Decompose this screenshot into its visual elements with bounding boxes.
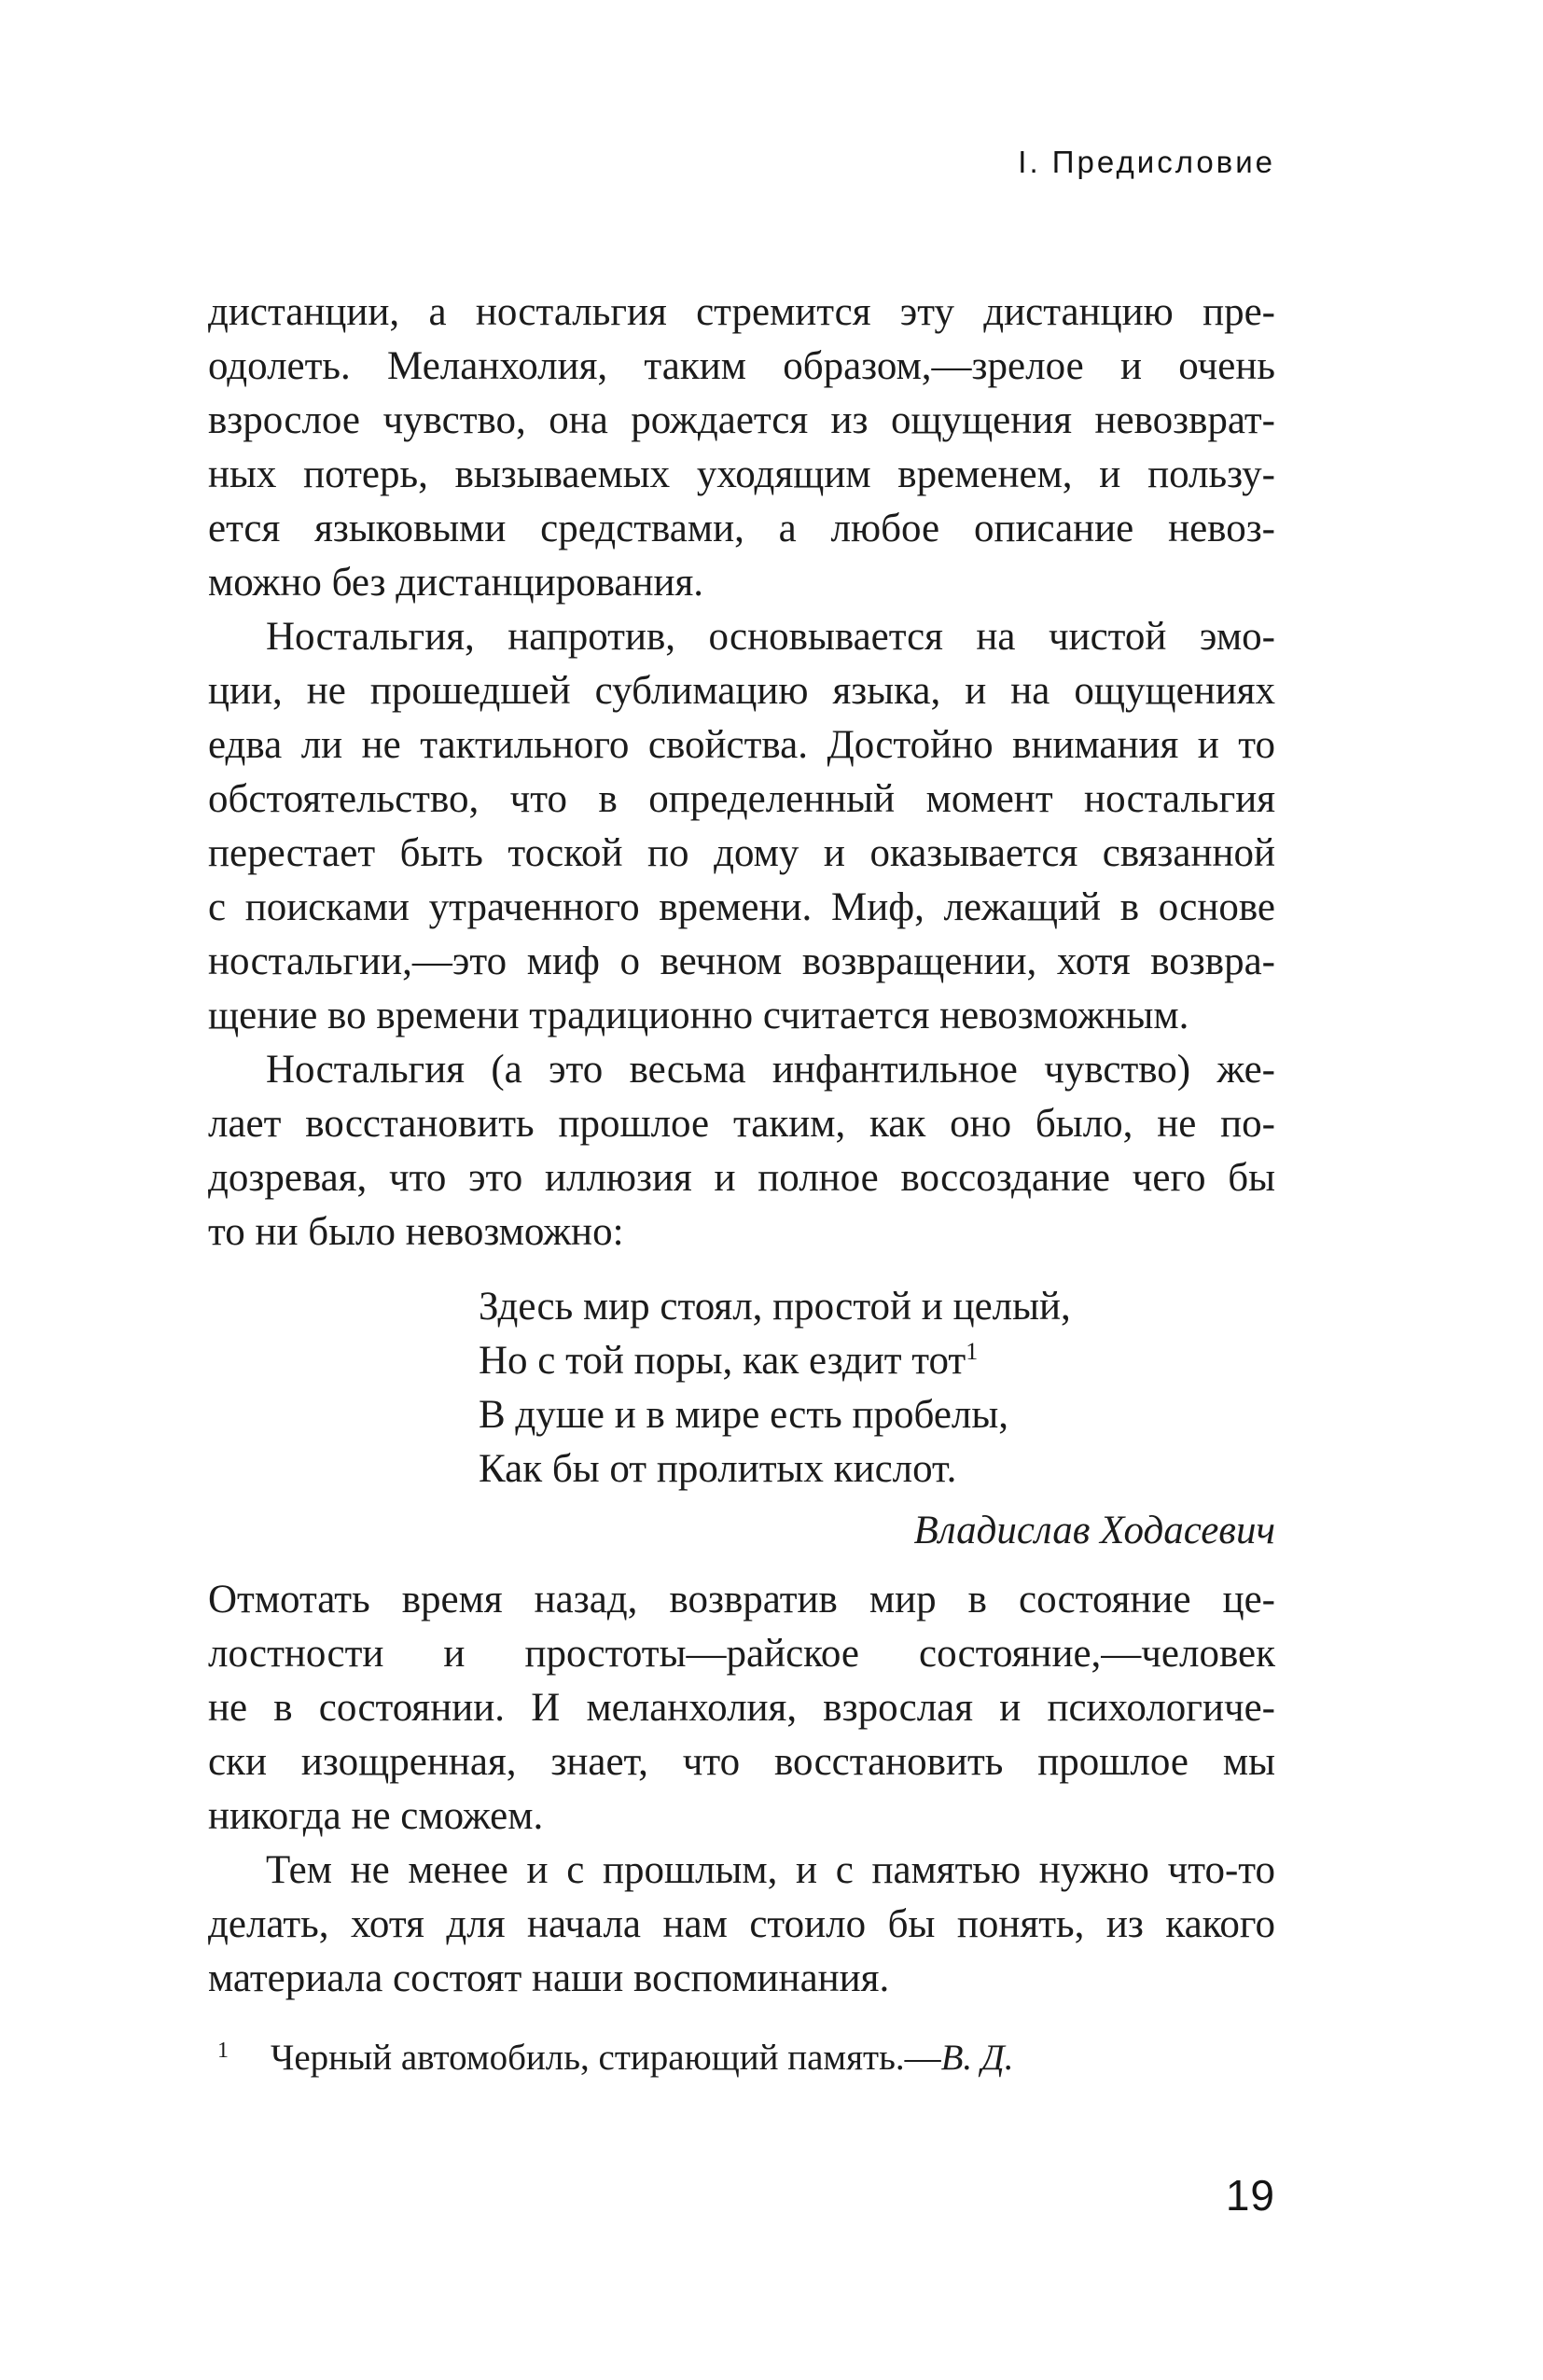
footnote-marker: 1 (217, 2039, 229, 2063)
text-line: ется языковыми средствами, а любое описание невоз- (208, 507, 1275, 550)
poem-attribution: Владислав Ходасевич (913, 1509, 1275, 1552)
text-line: обстоятельство, что в определенный момент ностальгия (208, 777, 1275, 821)
text-line: Тем не менее и с прошлым, и с памятью нужно что-то (266, 1848, 1275, 1892)
text-line: с поисками утраченного времени. Миф, лежащий в основе (208, 885, 1275, 929)
text-line: Ностальгия (а это весьма инфантильное чувство) же- (266, 1048, 1275, 1092)
page-number: 19 (1225, 2171, 1275, 2220)
poem-line: В душе и в мире есть пробелы, (479, 1393, 1009, 1437)
text-line: можно без дистанцирования. (208, 561, 704, 605)
text-line: делать, хотя для начала нам стоило бы понять, из какого (208, 1902, 1275, 1946)
paragraph-5 (208, 1844, 1275, 2006)
text-line: лает восстановить прошлое таким, как оно было, не по- (208, 1102, 1275, 1146)
paragraph-2 (208, 610, 1275, 1043)
poem-line: Как бы от пролитых кислот. (479, 1447, 957, 1491)
poem-quote (479, 1280, 1275, 1496)
text-line: одолеть. Меланхолия, таким образом,—зрелое и очень (208, 344, 1275, 388)
text-line: дистанции, а ностальгия стремится эту дистанцию пре- (208, 290, 1275, 334)
running-head: I. Предисловие (1018, 145, 1275, 179)
paragraph-4 (208, 1573, 1275, 1844)
text-line: ски изощренная, знает, что восстановить прошлое мы (208, 1740, 1275, 1784)
text-line: Отмотать время назад, возвратив мир в состояние це- (208, 1578, 1275, 1621)
text-line: никогда не сможем. (208, 1794, 544, 1838)
footnote-author: В. Д. (940, 2038, 1014, 2078)
poem-line (479, 1334, 1275, 1388)
footnote-text: Черный автомобиль, стирающий память.— (271, 2038, 941, 2078)
text-line: ных потерь, вызываемых уходящим временем, и пользу- (208, 452, 1275, 496)
text-line: едва ли не тактильного свойства. Достойно внимания и то (208, 723, 1275, 767)
footnote-reference: 1 (966, 1338, 979, 1365)
page-body (208, 285, 1275, 2006)
text-line: перестает быть тоской по дому и оказывается связанной (208, 831, 1275, 875)
text-line: Ностальгия, напротив, основывается на чистой эмо- (266, 615, 1275, 659)
footnote (208, 2036, 1275, 2081)
poem-line: Здесь мир стоял, простой и целый, (479, 1285, 1071, 1329)
text-line: взрослое чувство, она рождается из ощущения невозврат- (208, 398, 1275, 442)
text-line: не в состоянии. И меланхолия, взрослая и психологиче- (208, 1686, 1275, 1730)
text-line: щение во времени традиционно считается невозможным. (208, 994, 1189, 1037)
text-line: материала состоят наши воспоминания. (208, 1956, 890, 2000)
text-line: дозревая, что это иллюзия и полное воссоздание чего бы (208, 1156, 1275, 1200)
text-line: лостности и простоты—райское состояние,—человек (208, 1632, 1275, 1676)
text-line: ции, не прошедшей сублимацию языка, и на ощущениях (208, 669, 1275, 713)
text-line: то ни было невозможно: (208, 1210, 624, 1254)
poem-line-text: Но с той поры, как ездит тот (479, 1339, 966, 1383)
text-line: ностальгии,—это миф о вечном возвращении, хотя возвра- (208, 939, 1275, 983)
paragraph-1 (208, 285, 1275, 610)
paragraph-3 (208, 1043, 1275, 1260)
